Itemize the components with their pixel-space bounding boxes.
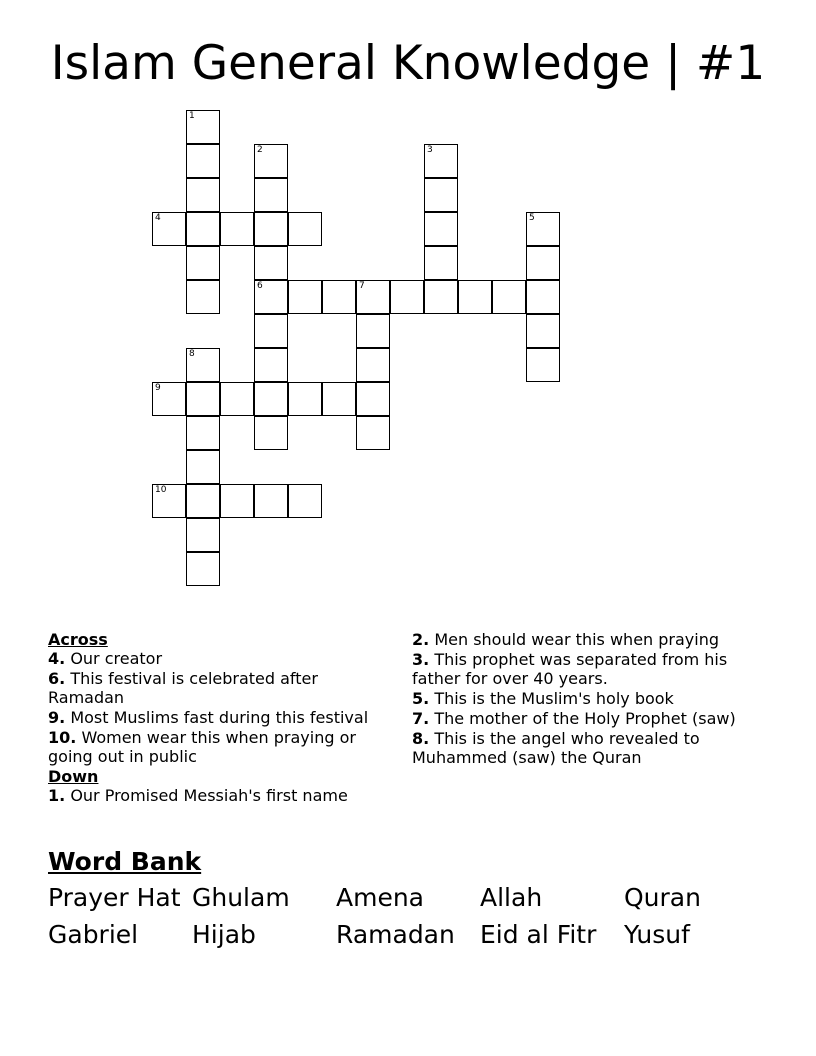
word-bank [48,882,768,951]
clue-number: 3 [427,145,433,155]
grid-cell[interactable] [220,484,254,518]
clue-number: 6 [257,281,263,291]
grid-cell[interactable] [254,280,288,314]
clues-left-column [48,630,388,806]
grid-cell[interactable] [526,212,560,246]
grid-cell[interactable] [288,212,322,246]
grid-cell[interactable] [254,212,288,246]
grid-cell[interactable] [424,212,458,246]
grid-cell[interactable] [152,484,186,518]
grid-cell[interactable] [186,246,220,280]
clue-down-3: 3. This prophet was separated from his father for over 40 years. [412,650,728,688]
grid-cell[interactable] [254,144,288,178]
grid-cell[interactable] [526,314,560,348]
word-bank-item: Allah [480,883,543,912]
word-bank-item: Hijab [192,920,256,949]
grid-cell[interactable] [186,552,220,586]
clue-number: 9 [155,383,161,393]
grid-cell[interactable] [186,518,220,552]
word-bank-item: Yusuf [624,920,690,949]
word-bank-item: Eid al Fitr [480,920,597,949]
grid-cell[interactable] [356,416,390,450]
grid-cell[interactable] [186,212,220,246]
clue-down-2: 2. Men should wear this when praying [412,630,720,649]
grid-cell[interactable] [322,280,356,314]
grid-cell[interactable] [288,484,322,518]
clue-across-6: 6. This festival is celebrated after Ramadan [48,669,318,707]
grid-cell[interactable] [254,314,288,348]
clue-number: 4 [155,213,161,223]
grid-cell[interactable] [526,348,560,382]
grid-cell[interactable] [186,382,220,416]
clue-across-4: 4. Our creator [48,649,163,668]
clue-down-1: 1. Our Promised Messiah's first name [48,786,348,805]
clue-number: 8 [189,349,195,359]
grid-cell[interactable] [152,382,186,416]
grid-cell[interactable] [220,212,254,246]
grid-cell[interactable] [186,450,220,484]
page-title: Islam General Knowledge | #1 [50,36,766,91]
grid-cell[interactable] [458,280,492,314]
grid-cell[interactable] [186,484,220,518]
word-bank-item: Ramadan [336,920,455,949]
word-bank-item: Quran [624,883,701,912]
grid-cell[interactable] [526,280,560,314]
clue-across-9: 9. Most Muslims fast during this festival [48,708,369,727]
grid-cell[interactable] [186,348,220,382]
grid-cell[interactable] [424,144,458,178]
grid-cell[interactable] [356,382,390,416]
word-bank-item: Amena [336,883,425,912]
grid-cell[interactable] [152,212,186,246]
grid-cell[interactable] [356,348,390,382]
grid-cell[interactable] [390,280,424,314]
word-bank-item: Ghulam [192,883,290,912]
word-bank-item: Prayer Hat [48,883,181,912]
grid-cell[interactable] [254,382,288,416]
grid-cell[interactable] [186,280,220,314]
clue-number: 5 [529,213,535,223]
grid-cell[interactable] [186,178,220,212]
grid-cell[interactable] [254,246,288,280]
clues-right-column [412,630,762,768]
clue-number: 7 [359,281,365,291]
word-bank-title: Word Bank [48,847,202,876]
clue-number: 1 [189,111,195,121]
grid-cell[interactable] [424,280,458,314]
grid-cell[interactable] [254,416,288,450]
grid-cell[interactable] [288,280,322,314]
grid-cell[interactable] [186,144,220,178]
grid-cell[interactable] [288,382,322,416]
clue-down-7: 7. The mother of the Holy Prophet (saw) [412,709,736,728]
word-bank-item: Gabriel [48,920,139,949]
grid-cell[interactable] [220,382,254,416]
grid-cell[interactable] [254,484,288,518]
grid-cell[interactable] [424,246,458,280]
clue-number: 10 [155,485,167,495]
clue-down-8: 8. This is the angel who revealed to Muhammed (saw) the Quran [412,729,700,767]
grid-cell[interactable] [424,178,458,212]
grid-cell[interactable] [492,280,526,314]
clue-number: 2 [257,145,263,155]
clue-down-5: 5. This is the Muslim's holy book [412,689,674,708]
grid-cell[interactable] [526,246,560,280]
across-heading: Across [48,630,108,649]
grid-cell[interactable] [186,110,220,144]
down-heading: Down [48,767,99,786]
grid-cell[interactable] [254,348,288,382]
grid-cell[interactable] [186,416,220,450]
grid-cell[interactable] [356,314,390,348]
clue-across-10: 10. Women wear this when praying or going out in public [48,728,356,766]
grid-cell[interactable] [254,178,288,212]
grid-cell[interactable] [356,280,390,314]
grid-cell[interactable] [322,382,356,416]
